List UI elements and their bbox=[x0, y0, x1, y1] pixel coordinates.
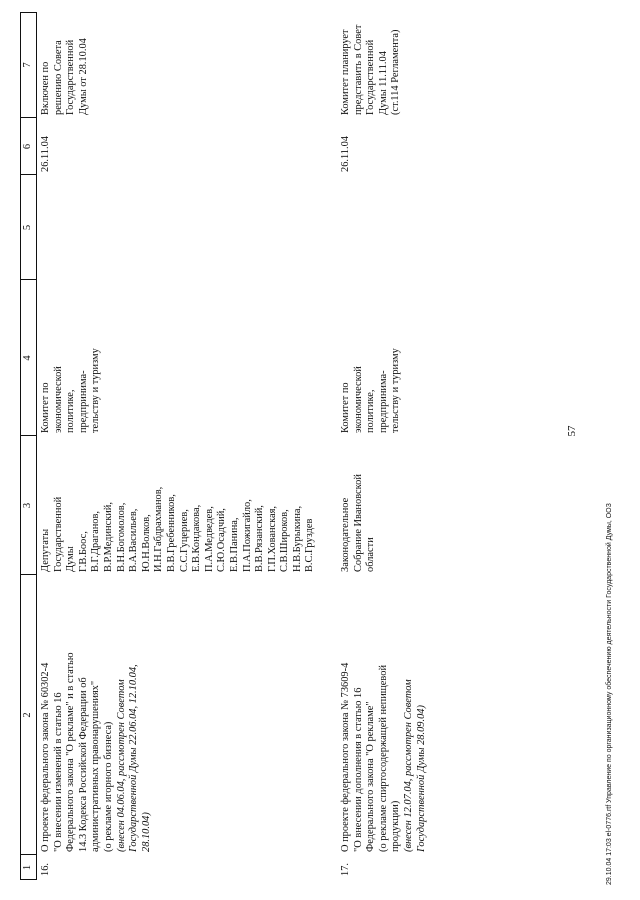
bill-title-line: "О внесении дополнения в статью 16 bbox=[352, 687, 364, 852]
status-line: Государственной bbox=[365, 39, 377, 115]
footer-note: 29.10.04 17:03 el-0776.rtf Управление по организационному обеспечению деятельности Государственной Думы, ООЗ bbox=[606, 503, 613, 885]
initiator-line: Г.В.Боос, bbox=[77, 531, 89, 572]
column-header-2: 2 bbox=[22, 712, 33, 718]
status-line: Государственной bbox=[65, 39, 77, 115]
initiator-line: Г.П.Хованская, bbox=[266, 505, 278, 572]
initiator-line: В.Г.Драганов, bbox=[90, 511, 102, 572]
column-header-5: 5 bbox=[22, 224, 33, 231]
bill-note-line: Государственной Думы 28.09.04) bbox=[415, 705, 427, 852]
initiator-line: Е.В.Кондакова, bbox=[191, 504, 203, 572]
committee-line: тельству и туризму bbox=[390, 348, 402, 433]
status-line: представить в Совет bbox=[352, 24, 364, 115]
initiator-line: С.В.Широков, bbox=[279, 509, 291, 572]
initiator bbox=[40, 487, 317, 572]
initiator-line: Депутаты bbox=[40, 528, 51, 572]
committee-line: Комитет по bbox=[40, 382, 51, 433]
initiator-line: В.А.Васильев, bbox=[128, 508, 140, 572]
bill-title bbox=[340, 663, 428, 852]
bill-title-line: (о рекламе спиртосодержащей непищевой bbox=[377, 664, 389, 852]
committee-line: экономической bbox=[52, 366, 64, 433]
initiator-line: Собрание Ивановской bbox=[352, 474, 364, 572]
bill-title-line: 14.3 Кодекса Российской Федерации об bbox=[77, 677, 89, 852]
status-line: Думы от 28.10.04 bbox=[77, 38, 89, 115]
initiator-line: С.С.Гуцериев, bbox=[178, 509, 190, 572]
bill-note-line: (внесен 04.06.04, рассмотрен Советом bbox=[115, 679, 127, 852]
initiator-line: Государственной bbox=[52, 496, 64, 572]
initiator-line: В.В.Рязанский, bbox=[254, 505, 266, 572]
initiator-line: В.Н.Богомолов, bbox=[115, 502, 127, 572]
bill-title-line: административных правонарушениях" bbox=[90, 680, 102, 852]
initiator-line: С.Ю.Осадчий, bbox=[216, 508, 228, 572]
status-line: Комитет планирует bbox=[340, 29, 351, 115]
bill-title-line: продукции) bbox=[390, 800, 402, 852]
bill-title-line: О проекте федерального закона № 73609-4 bbox=[340, 662, 351, 852]
committee-line: политике, bbox=[365, 389, 377, 433]
initiator-line: В.Р.Мединский, bbox=[102, 502, 114, 572]
initiator-line: И.Н.Габдрахманов, bbox=[153, 486, 165, 572]
committee-line: Комитет по bbox=[340, 382, 351, 433]
initiator-line: Законодательное bbox=[340, 497, 351, 572]
column-header-1: 1 bbox=[22, 864, 33, 871]
initiator-line: Ю.Н.Волков, bbox=[140, 514, 152, 572]
bill-title bbox=[40, 652, 153, 852]
bill-title-line: О проекте федерального закона № 60302-4 bbox=[40, 662, 51, 852]
committee-line: экономической bbox=[352, 366, 364, 433]
committee-line: политике, bbox=[65, 389, 77, 433]
bill-title-line: Федерального закона "О рекламе" bbox=[365, 701, 377, 852]
row-number: 17. bbox=[340, 863, 351, 876]
committee-line: тельству и туризму bbox=[90, 348, 102, 433]
bill-note-line: Государственной Думы 22.06.04, 12.10.04, bbox=[128, 664, 140, 852]
status-line: решению Совета bbox=[52, 40, 64, 115]
column-header-4: 4 bbox=[22, 355, 33, 361]
initiator-line: В.С.Груздев bbox=[304, 518, 316, 572]
row-number: 16. bbox=[40, 863, 51, 876]
initiator-line: П.А.Пожигайло, bbox=[241, 499, 253, 572]
bill-title-line: (о рекламе игорного бизнеса) bbox=[102, 721, 114, 852]
committee-line: предпринима- bbox=[77, 370, 89, 433]
bill-title-line: "О внесении изменений в статью 16 bbox=[52, 692, 64, 852]
committee-line: предпринима- bbox=[377, 370, 389, 433]
date: 26.11.04 bbox=[340, 136, 351, 172]
initiator-line: Думы bbox=[65, 546, 77, 572]
initiator-line: Н.В.Бурыкина, bbox=[291, 505, 303, 572]
bill-note-line: 28.10.04) bbox=[140, 812, 152, 852]
agenda-table bbox=[20, 12, 608, 880]
initiator-line: области bbox=[365, 537, 377, 572]
initiator-line: П.А.Медведев, bbox=[203, 506, 215, 572]
status bbox=[40, 38, 90, 115]
status-line: (ст.114 Регламента) bbox=[390, 29, 402, 115]
page-number: 57 bbox=[566, 425, 578, 437]
column-header-7: 7 bbox=[22, 62, 33, 68]
date: 26.11.04 bbox=[40, 136, 51, 172]
status bbox=[340, 25, 403, 115]
initiator-line: В.В.Гребенников, bbox=[165, 494, 177, 572]
bill-note-line: (внесен 12.07.04, рассмотрен Советом bbox=[402, 679, 414, 852]
initiator bbox=[340, 474, 378, 572]
bill-title-line: Федерального закона "О рекламе" и в статью bbox=[65, 652, 77, 852]
initiator-line: Е.В.Панина, bbox=[228, 517, 240, 572]
status-line: Включен по bbox=[40, 61, 51, 115]
header-bottom-border bbox=[36, 12, 37, 880]
committee bbox=[40, 348, 103, 433]
column-header-3: 3 bbox=[22, 502, 33, 509]
status-line: Думы 11.11.04 bbox=[377, 51, 389, 115]
column-header-6: 6 bbox=[22, 143, 33, 150]
committee bbox=[340, 348, 403, 433]
